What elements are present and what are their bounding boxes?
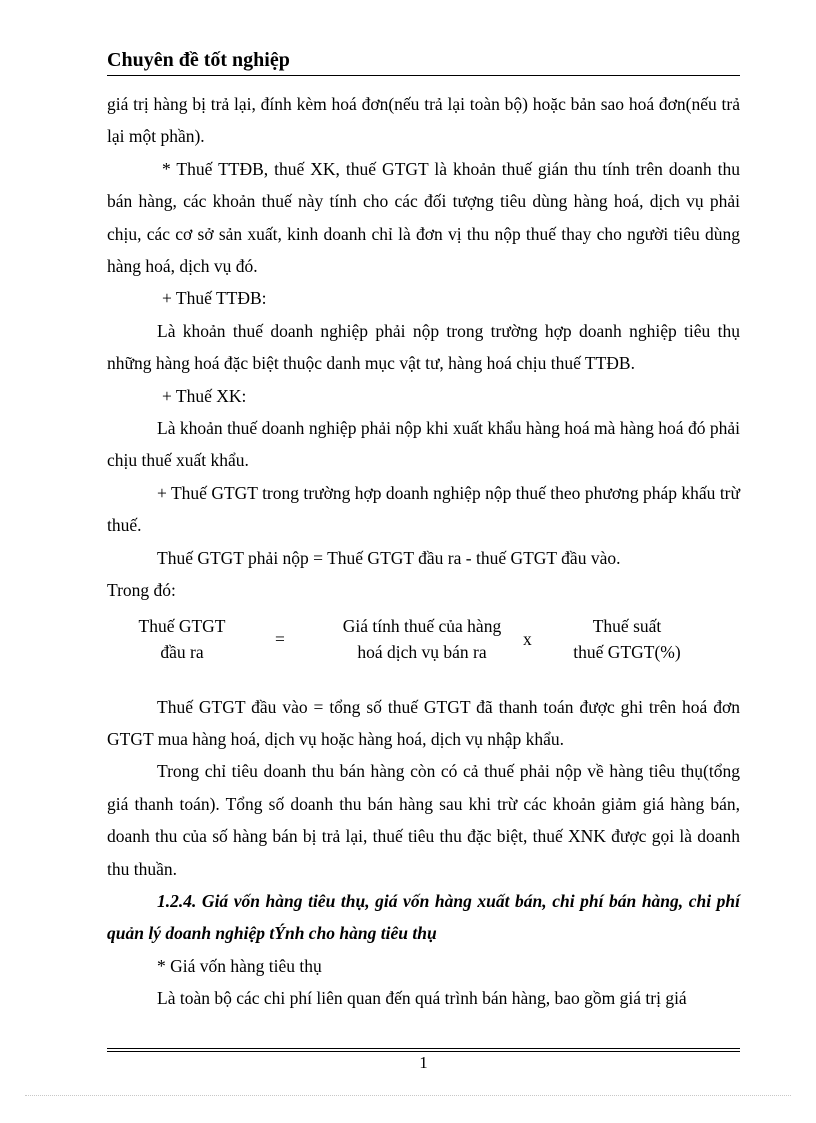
formula-times: x bbox=[523, 628, 532, 649]
formula-lhs-line1: Thuế GTGT bbox=[138, 615, 226, 636]
paragraph: Là khoản thuế doanh nghiệp phải nộp trong trường hợp doanh nghiệp tiêu thụ những hàng hoá đặc biệt thuộc danh mục vật tư, hàng hoá chịu thuế TTĐB. bbox=[107, 320, 740, 374]
header-title: Chuyên đề tốt nghiệp bbox=[107, 49, 290, 71]
page-number: 1 bbox=[419, 1053, 428, 1072]
formula-mid-line2: hoá dịch vụ bán ra bbox=[357, 641, 487, 662]
paragraph: Là khoản thuế doanh nghiệp phải nộp khi xuất khẩu hàng hoá mà hàng hoá đó phải chịu thuế xuất khẩu. bbox=[107, 418, 740, 471]
paragraph: + Thuế XK: bbox=[162, 385, 247, 406]
formula-rhs bbox=[552, 613, 702, 665]
paragraph: + Thuế TTĐB: bbox=[162, 288, 267, 309]
document-body bbox=[107, 88, 740, 1015]
section-heading: 1.2.4. Giá vốn hàng tiêu thụ, giá vốn hàng xuất bán, chi phí bán hàng, chi phí quản lý doanh nghiệp tÝnh cho hàng tiêu thụ bbox=[107, 890, 740, 944]
formula-mid-line1: Giá tính thuế của hàng bbox=[342, 615, 502, 636]
paragraph: Thuế GTGT đầu vào = tổng số thuế GTGT đã thanh toán được ghi trên hoá đơn GTGT mua hàng hoá, dịch vụ hoặc hàng hoá, dịch vụ nhập khẩu. bbox=[107, 696, 740, 749]
formula-rhs-line2: thuế GTGT(%) bbox=[573, 641, 681, 662]
paragraph: Trong đó: bbox=[107, 580, 176, 601]
formula-middle bbox=[317, 613, 527, 665]
formula-rhs-line1: Thuế suất bbox=[592, 615, 662, 636]
paragraph: + Thuế GTGT trong trường hợp doanh nghiệp nộp thuế theo phương pháp khấu trừ thuế. bbox=[107, 482, 740, 536]
vat-output-formula bbox=[107, 613, 740, 677]
formula-lhs-line2: đầu ra bbox=[160, 641, 204, 662]
paragraph: giá trị hàng bị trả lại, đính kèm hoá đơn(nếu trả lại toàn bộ) hoặc bản sao hoá đơn(nếu trả lại một phần). bbox=[107, 94, 740, 147]
paragraph: * Thuế TTĐB, thuế XK, thuế GTGT là khoản thuế gián thu tính trên doanh thu bán hàng, các khoản thuế này tính cho các đối tượng tiêu dùng hàng hoá, dịch vụ phải chịu, các cơ sở sản xuất, kinh doanh chỉ là đơn vị thu nộp thuế thay cho người tiêu dùng hàng hoá, dịch vụ đó. bbox=[107, 158, 740, 277]
paragraph: Trong chỉ tiêu doanh thu bán hàng còn có cả thuế phải nộp về hàng tiêu thụ(tổng giá thanh toán). Tổng số doanh thu bán hàng sau khi trừ các khoản giảm giá hàng bán, doanh thu của số hàng bán bị trả lại, thuế tiêu thu đặc biệt, thuế XNK được gọi là doanh thu thuần. bbox=[107, 761, 740, 879]
paragraph: * Giá vốn hàng tiêu thụ bbox=[157, 955, 322, 976]
formula-equals: = bbox=[275, 628, 285, 649]
formula-lhs bbox=[127, 613, 237, 665]
paragraph: Là toàn bộ các chi phí liên quan đến quá trình bán hàng, bao gồm giá trị giá bbox=[157, 988, 687, 1009]
page-header bbox=[107, 46, 740, 76]
paragraph: Thuế GTGT phải nộp = Thuế GTGT đầu ra - thuế GTGT đầu vào. bbox=[157, 547, 621, 568]
page-bottom-divider bbox=[25, 1095, 791, 1096]
footer-divider bbox=[107, 1048, 740, 1049]
